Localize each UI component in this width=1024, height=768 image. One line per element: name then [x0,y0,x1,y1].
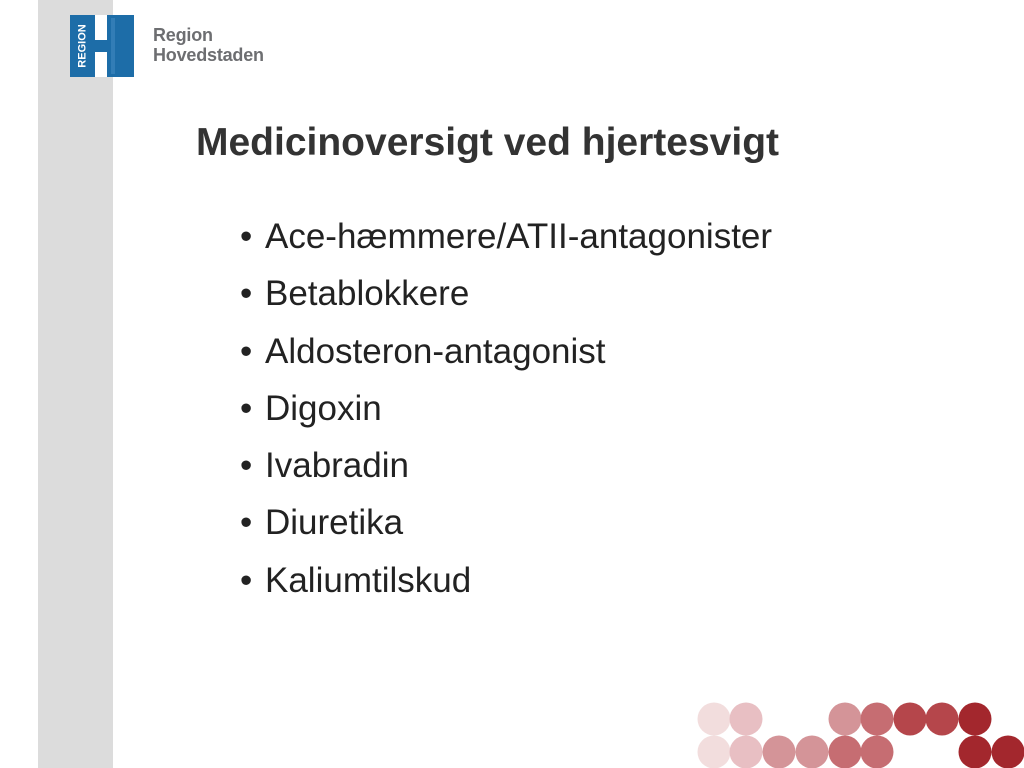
bullet-item [240,494,772,551]
bullet-text: Aldosteron-antagonist [265,331,606,371]
bullet-dot: • [240,217,253,256]
decorative-dot [959,703,992,736]
bullet-item [240,323,772,380]
decorative-dot [959,736,992,768]
region-h-logo-icon [70,15,134,77]
decorative-dot [698,736,731,768]
decorative-dot [861,703,894,736]
decorative-dot [730,736,763,768]
decorative-dot [829,703,862,736]
bullet-dot: • [240,503,253,543]
decorative-dot [861,736,894,768]
bullet-text: Betablokkere [265,274,470,314]
bullet-dot: • [240,560,253,600]
decorative-dot [730,703,763,736]
bullet-dot: • [240,331,253,371]
bullet-dot: • [240,388,253,428]
region-logo [70,15,310,79]
bullet-list [240,208,772,609]
bullet-item [240,208,772,265]
decorative-dot [796,736,829,768]
bullet-dot: • [240,446,253,486]
logo-line-2: Hovedstaden [153,45,264,65]
decorative-dot [698,703,731,736]
slide-title: Medicinoversigt ved hjertesvigt [196,121,780,164]
decorative-dot [926,703,959,736]
bullet-text: Ivabradin [265,446,409,486]
bullet-dot: • [240,274,253,314]
logo-wordmark [153,25,264,65]
logo-line-1: Region [153,25,213,45]
bullet-item [240,380,772,437]
bullet-item [240,437,772,494]
logo-mark-text: REGION [76,24,89,68]
decorative-dot [829,736,862,768]
bullet-text: Digoxin [265,388,382,428]
bullet-item [240,265,772,322]
decorative-dot [763,736,796,768]
bullet-text: Diuretika [265,503,404,543]
bullet-item [240,552,772,609]
decorative-dot [894,703,927,736]
side-band [38,0,113,768]
bullet-text: Kaliumtilskud [265,560,472,600]
bullet-text: Ace-hæmmere/ATII-antagonister [265,217,773,256]
decorative-dot [992,736,1024,768]
